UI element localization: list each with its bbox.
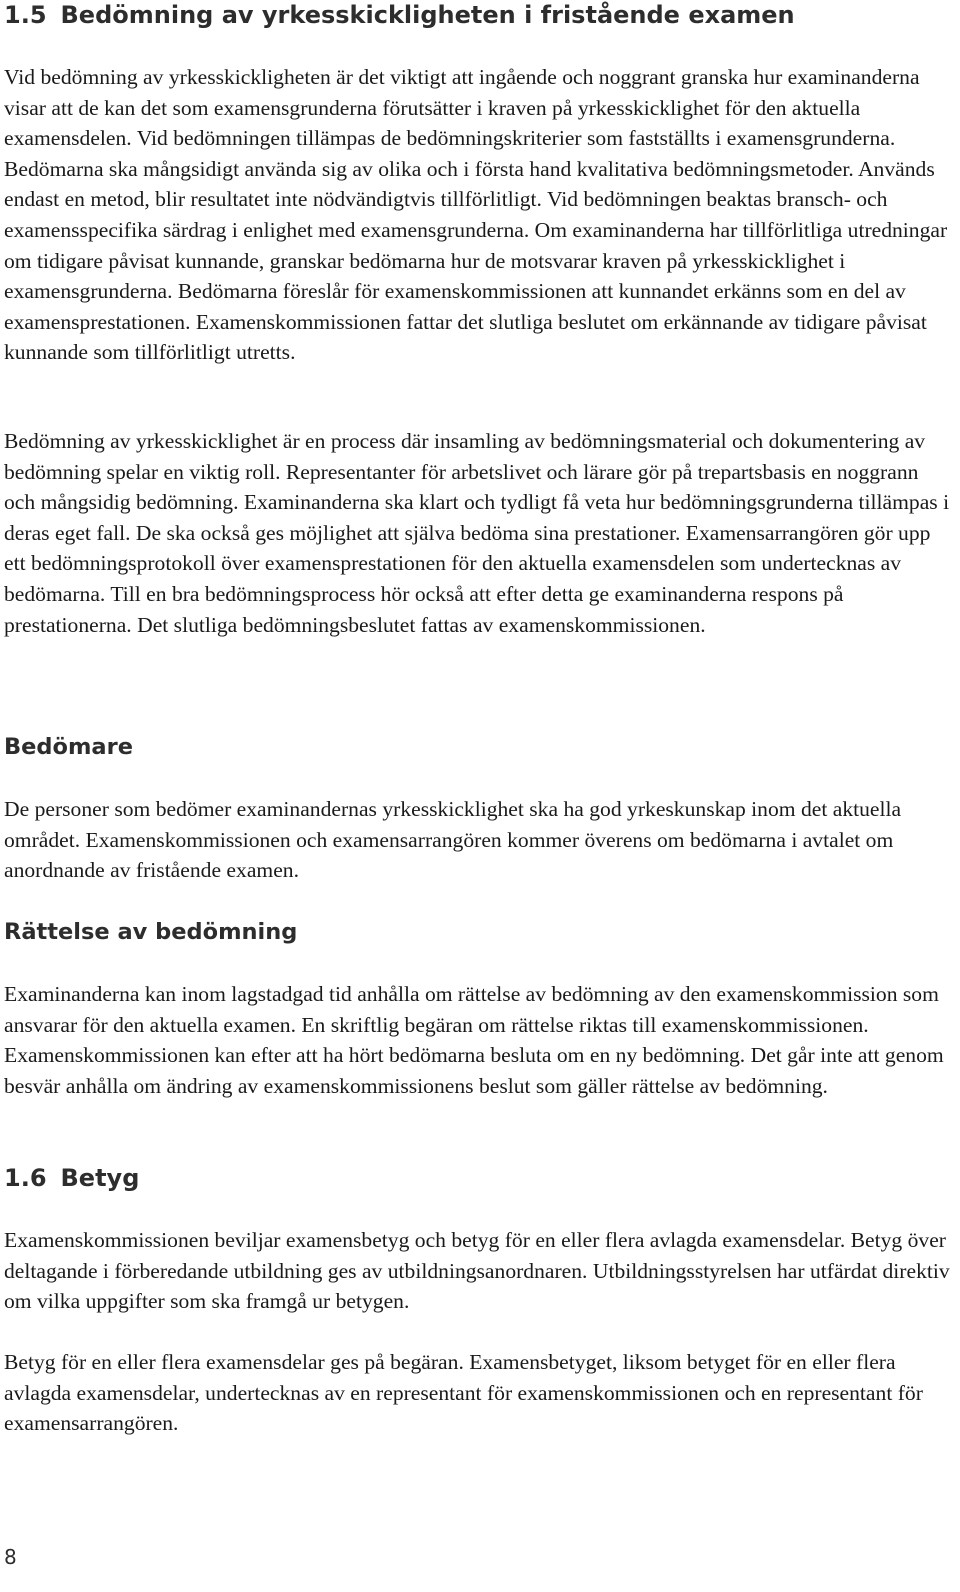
paragraph-bedomare: De personer som bedömer examinandernas yrkesskicklighet ska ha god yrkeskunskap inom det aktuella området. Examenskommissionen och examensarrangören kommer överens om bedömarna i avtalet om anordnande av fristående examen.: [4, 797, 902, 883]
section-heading-1-6: [4, 1163, 139, 1193]
paragraph-betyg-1: Examenskommissionen beviljar examensbetyg och betyg för en eller flera avlagda examensdelar. Betyg över deltagande i förberedande utbildning ges av utbildningsanordnaren. Utbildningsstyrelsen har utfärdat direktiv om vilka uppgifter som ska framgå ur betygen.: [4, 1228, 950, 1314]
paragraph-betyg-2: Betyg för en eller flera examensdelar ges på begäran. Examensbetyget, liksom betyget för en eller flera avlagda examensdelar, undertecknas av en representant för examenskommissionen och en representant för examensarrangören.: [4, 1350, 923, 1436]
section-number: 1.5: [4, 1, 47, 29]
section-title: Betyg: [60, 1164, 140, 1192]
paragraph-rattelse: Examinanderna kan inom lagstadgad tid anhålla om rättelse av bedömning av den examenskommission som ansvarar för den aktuella examen. En skriftlig begäran om rättelse riktas till examenskommissionen. Examenskommissionen kan efter att ha hört bedömarna besluta om en ny bedömning. Det går inte att genom besvär anhålla om ändring av examenskommissionens beslut som gäller rättelse av bedömning.: [4, 982, 944, 1098]
paragraph-assessment-2: Bedömning av yrkesskicklighet är en process där insamling av bedömningsmaterial och dokumentering av bedömning spelar en viktig roll. Representanter för arbetslivet och lärare gör på trepartsbasis en noggrann och mångsidig bedömning. Examinanderna ska klart och tydligt få veta hur bedömningsgrunderna tillämpas i deras eget fall. De ska också ges möjlighet att själva bedöma sina prestationer. Examensarrangören gör upp ett bedömningsprotokoll över examensprestationen för den aktuella examensdelen som undertecknas av bedömarna. Till en bra bedömningsprocess hör också att efter detta ge examinanderna respons på prestationerna. Det slutliga bedömningsbeslutet fattas av examenskommissionen.: [4, 429, 950, 637]
subheading-rattelse: Rättelse av bedömning: [4, 919, 298, 945]
section-title: Bedömning av yrkesskickligheten i fristående examen: [60, 1, 795, 29]
section-number: 1.6: [4, 1164, 47, 1192]
section-heading-1-5: [4, 0, 795, 30]
paragraph-assessment-1: Vid bedömning av yrkesskickligheten är det viktigt att ingående och noggrant granska hur examinanderna visar att de kan det som examensgrunderna förutsätter i kraven på yrkesskicklighet för den aktuella examensdelen. Vid bedömningen tillämpas de bedömningskriterier som fastställts i examensgrunderna. Bedömarna ska mångsidigt använda sig av olika och i första hand kvalitativa bedömningsmetoder. Används endast en metod, blir resultatet inte nödvändigtvis tillförlitligt. Vid bedömningen beaktas bransch- och examensspecifika särdrag i enlighet med examensgrunderna. Om examinanderna har tillförlitliga utredningar om tidigare påvisat kunnande, granskar bedömarna hur de motsvarar kraven på yrkesskicklighet i examensgrunderna. Bedömarna föreslår för examenskommissionen att kunnandet erkänns som en del av examensprestationen. Examenskommissionen fattar det slutliga beslutet om erkännande av tidigare påvisat kunnande som tillförlitligt utretts.: [4, 65, 948, 365]
page-number: 8: [4, 1545, 17, 1569]
subheading-bedomare: Bedömare: [4, 734, 133, 760]
